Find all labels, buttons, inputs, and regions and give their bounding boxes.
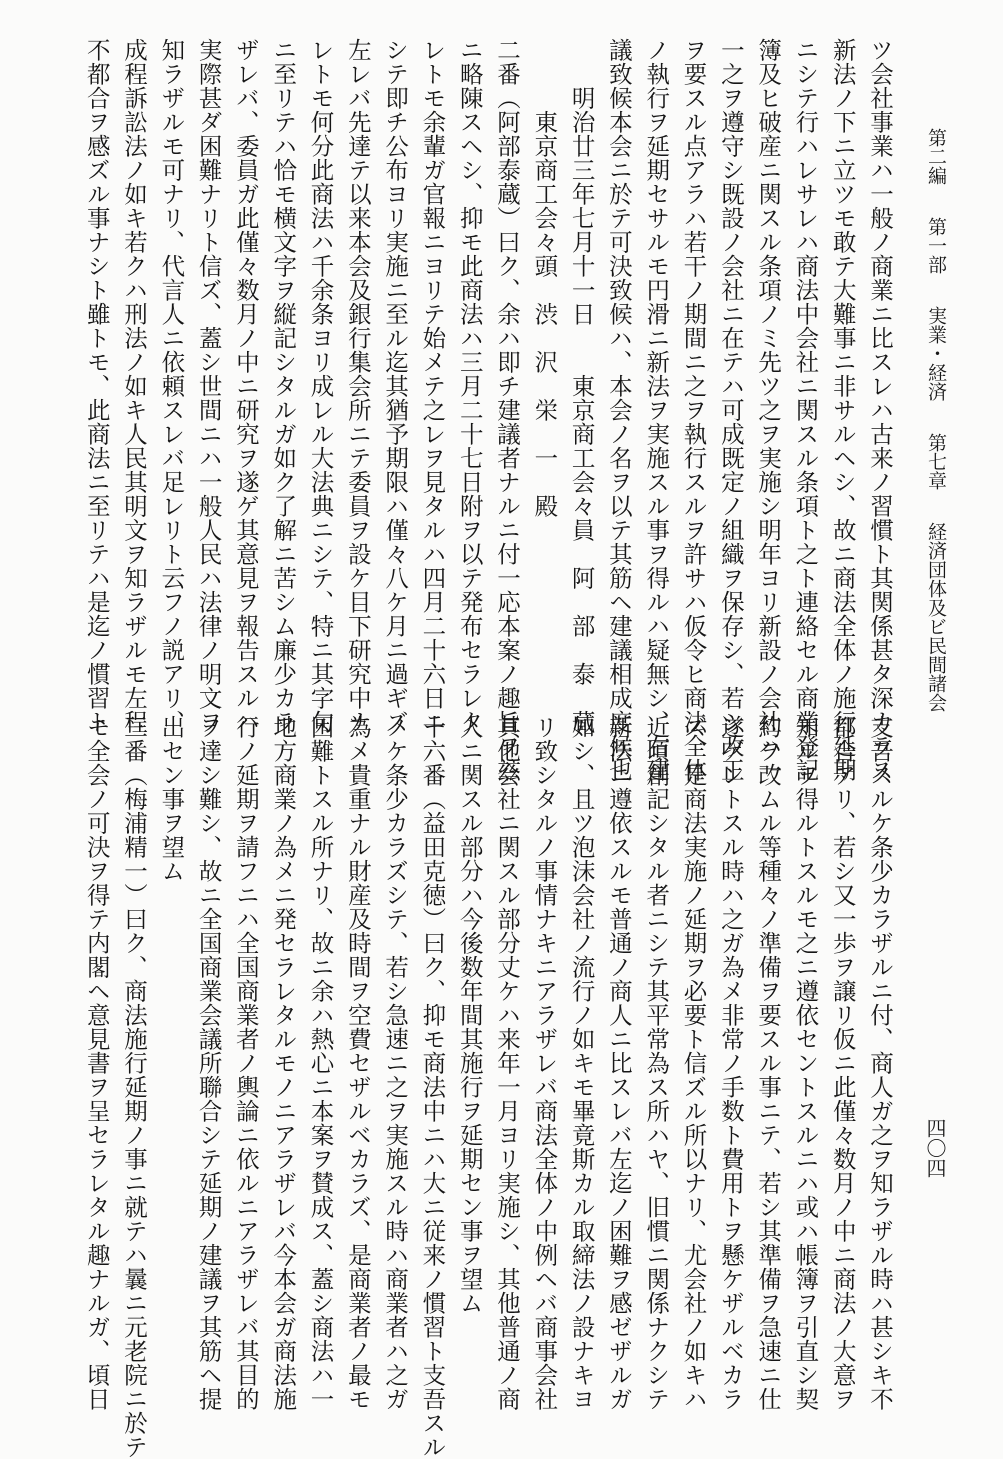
- upper-text-line: ツ会社事業ハ一般ノ商業ニ比スレハ古来ノ習慣ト其関係甚タ深カラス: [866, 38, 894, 782]
- upper-text-line: レトモ余輩ガ官報ニヨリテ始メテ之レヲ見タルハ四月二十六日ニ: [418, 38, 447, 734]
- page-number: 四〇四: [923, 1118, 947, 1178]
- upper-text-line: ノ執行ヲ延期セサルモ円滑ニ新法ヲ実施スル事ヲ得ルハ疑無シ、右建: [642, 38, 671, 782]
- header-section: 第一部: [925, 217, 947, 275]
- lower-text-line: 新法ニ遵依スルモ普通ノ商人ニ比スレバ左迄ノ困難ヲ感ゼザルガ: [604, 715, 633, 1411]
- lower-text-line: リ致シタルノ事情ナキニアラザレバ商法全体ノ中例ヘバ商事会社: [530, 715, 559, 1411]
- lower-text-line: 支吾スルケ条少カラザルニ付、商人ガ之ヲ知ラザル時ハ甚シキ不: [866, 715, 894, 1411]
- lower-text-line: 為メ貴重ナル財産及時間ヲ空費セザルベカラズ、是商業者ノ最モ: [343, 715, 372, 1411]
- header-chapter: 第七章: [925, 433, 947, 491]
- running-header: [926, 128, 945, 712]
- lower-text-line: 遂ゲントスル時ハ之ガ為メ非常ノ手数ト費用トヲ懸ケザルベカラ: [716, 715, 745, 1411]
- upper-text-line: ニシテ行ハレサレハ商法中会社ニ関スル条項ト之ト連絡セル商業登記: [791, 38, 820, 782]
- upper-text-line: ニ略陳スヘシ、抑モ此商法ハ三月二十七日附ヲ以テ発布セラレタ: [455, 38, 484, 734]
- header-chapter-title: 経済団体及ビ民間諸会: [925, 522, 947, 713]
- upper-text-line: 東京商工会々頭 渋 沢 栄 一 殿: [530, 38, 559, 518]
- upper-text-line: 左レバ先達テ以来本会及銀行集会所ニテ委員ヲ設ケ目下研究中ナ: [343, 38, 372, 734]
- header-topic: 実業・経済: [925, 306, 947, 402]
- upper-text-line: 知ラザルモ可ナリ、代言人ニ依頼スレバ足レリト云フノ説アリ、: [157, 38, 186, 734]
- lower-text-line: ヲ達シ難シ、故ニ全国商業会議所聯合シテ延期ノ建議ヲ其筋ヘ提: [194, 715, 223, 1411]
- header-part: 第二編: [925, 128, 947, 185]
- lower-text-line: 如シ、且ツ泡沫会社ノ流行ノ如キモ畢竟斯カル取締法ノ設ナキヨ: [567, 715, 596, 1411]
- lower-text-line: 約ヲ改ムル等種々ノ準備ヲ要スル事ニテ、若シ其準備ヲ急速ニ仕: [754, 715, 783, 1411]
- upper-text-line: レトモ何分此商法ハ千余条ヨリ成レル大法典ニシテ、特ニ其字句: [306, 38, 335, 734]
- upper-text-line: 議致候本会ニ於テ可決致候ハ、本会ノ名ヲ以テ其筋ヘ建議相成度候也: [604, 38, 633, 782]
- lower-text-line: 行ノ延期ヲ請フニハ全国商業者ノ輿論ニ依ルニアラザレバ其目的: [231, 715, 260, 1411]
- lower-text-line: 困難トスル所ナリ、故ニ余ハ熱心ニ本案ヲ賛成ス、蓋シ商法ハ一: [306, 715, 335, 1411]
- lower-text-line: 十六番（益田克徳）曰ク、抑モ商法中ニハ大ニ従来ノ慣習ト支吾スル: [418, 715, 447, 1459]
- upper-text-line: シテ即チ公布ヨリ実施ニ至ル迄其猶予期限ハ僅々八ケ月ニ過ギズ: [381, 38, 410, 734]
- upper-text-line: 新法ノ下ニ立ツモ敢テ大難事ニ非サルヘシ、故ニ商法全体ノ施行延期: [828, 38, 857, 782]
- lower-text-line: 三番（梅浦精一）曰ク、商法施行延期ノ事ニ就テハ曩ニ元老院ニ於テ: [120, 715, 148, 1459]
- lower-text-line: 地方商業ノ為メニ発セラレタルモノニアラザレバ今本会ガ商法施: [269, 715, 298, 1411]
- lower-text-line: 近頃創記シタル者ニシテ其平常為ス所ハヤ、旧慣ニ関係ナクシテ: [642, 715, 671, 1411]
- upper-text-line: 二番（阿部泰蔵）曰ク、余ハ即チ建議者ナルニ付一応本案ノ趣旨ヲ玆: [493, 38, 521, 782]
- lower-text-line: 都合アリ、若シ又一歩ヲ譲リ仮ニ此僅々数月ノ中ニ商法ノ大意ヲ: [828, 715, 857, 1411]
- lower-text-line: ノケ条少カラズシテ、若シ急速ニ之ヲ実施スル時ハ商業者ハ之ガ: [381, 715, 410, 1411]
- lower-text-line: ズ、是商法実施ノ延期ヲ必要ト信ズル所以ナリ、尤会社ノ如キハ: [679, 715, 708, 1411]
- upper-text-line: 明治廿三年七月十一日 東京商工会々員 阿 部 泰 蔵: [567, 38, 596, 734]
- lower-text-line: 知ルヲ得ルトスルモ之ニ遵依セントスルニハ或ハ帳簿ヲ引直シ契: [791, 715, 820, 1411]
- lower-text-line: 人ニ関スル部分ハ今後数年間其施行ヲ延期セン事ヲ望ム: [455, 715, 484, 1315]
- upper-text-line: 成程訴訟法ノ如キ若クハ刑法ノ如キ人民其明文ヲ知ラザルモ左程: [120, 38, 148, 734]
- upper-text-line: 一之ヲ遵守シ既設ノ会社ニ在テハ可成既定ノ組織ヲ保存シ、若シ改正: [716, 38, 745, 782]
- upper-text-line: 不都合ヲ感ズル事ナシト雖トモ、此商法ニ至リテハ是迄ノ慣習ト: [82, 38, 111, 734]
- lower-text-line: 其他会社ニ関スル部分丈ケハ来年一月ヨリ実施シ、其他普通ノ商: [493, 715, 521, 1411]
- upper-text-line: ヲ要スル点アラハ若干ノ期間ニ之ヲ執行スルヲ許サハ仮令ヒ商法全体: [679, 38, 708, 782]
- upper-text-line: ニ至リテハ恰モ横文字ヲ縦記シタルガ如ク了解ニ苦シム廉少カラ: [269, 38, 298, 734]
- upper-text-line: ザレバ、委員ガ此僅々数月ノ中ニ研究ヲ遂ゲ其意見ヲ報告スルハ: [231, 38, 260, 734]
- lower-text-line: 出セン事ヲ望ム: [157, 715, 186, 883]
- upper-text-line: 簿及ヒ破産ニ関スル条項ノミ先ツ之ヲ実施シ明年ヨリ新設ノ会社ハ一: [754, 38, 783, 782]
- upper-text-line: 実際甚ダ困難ナリト信ズ、蓋シ世間ニハ一般人民ハ法律ノ明文ヲ: [194, 38, 223, 734]
- lower-text-line: モ全会ノ可決ヲ得テ内閣ヘ意見書ヲ呈セラレタル趣ナルガ、頃日: [82, 715, 111, 1411]
